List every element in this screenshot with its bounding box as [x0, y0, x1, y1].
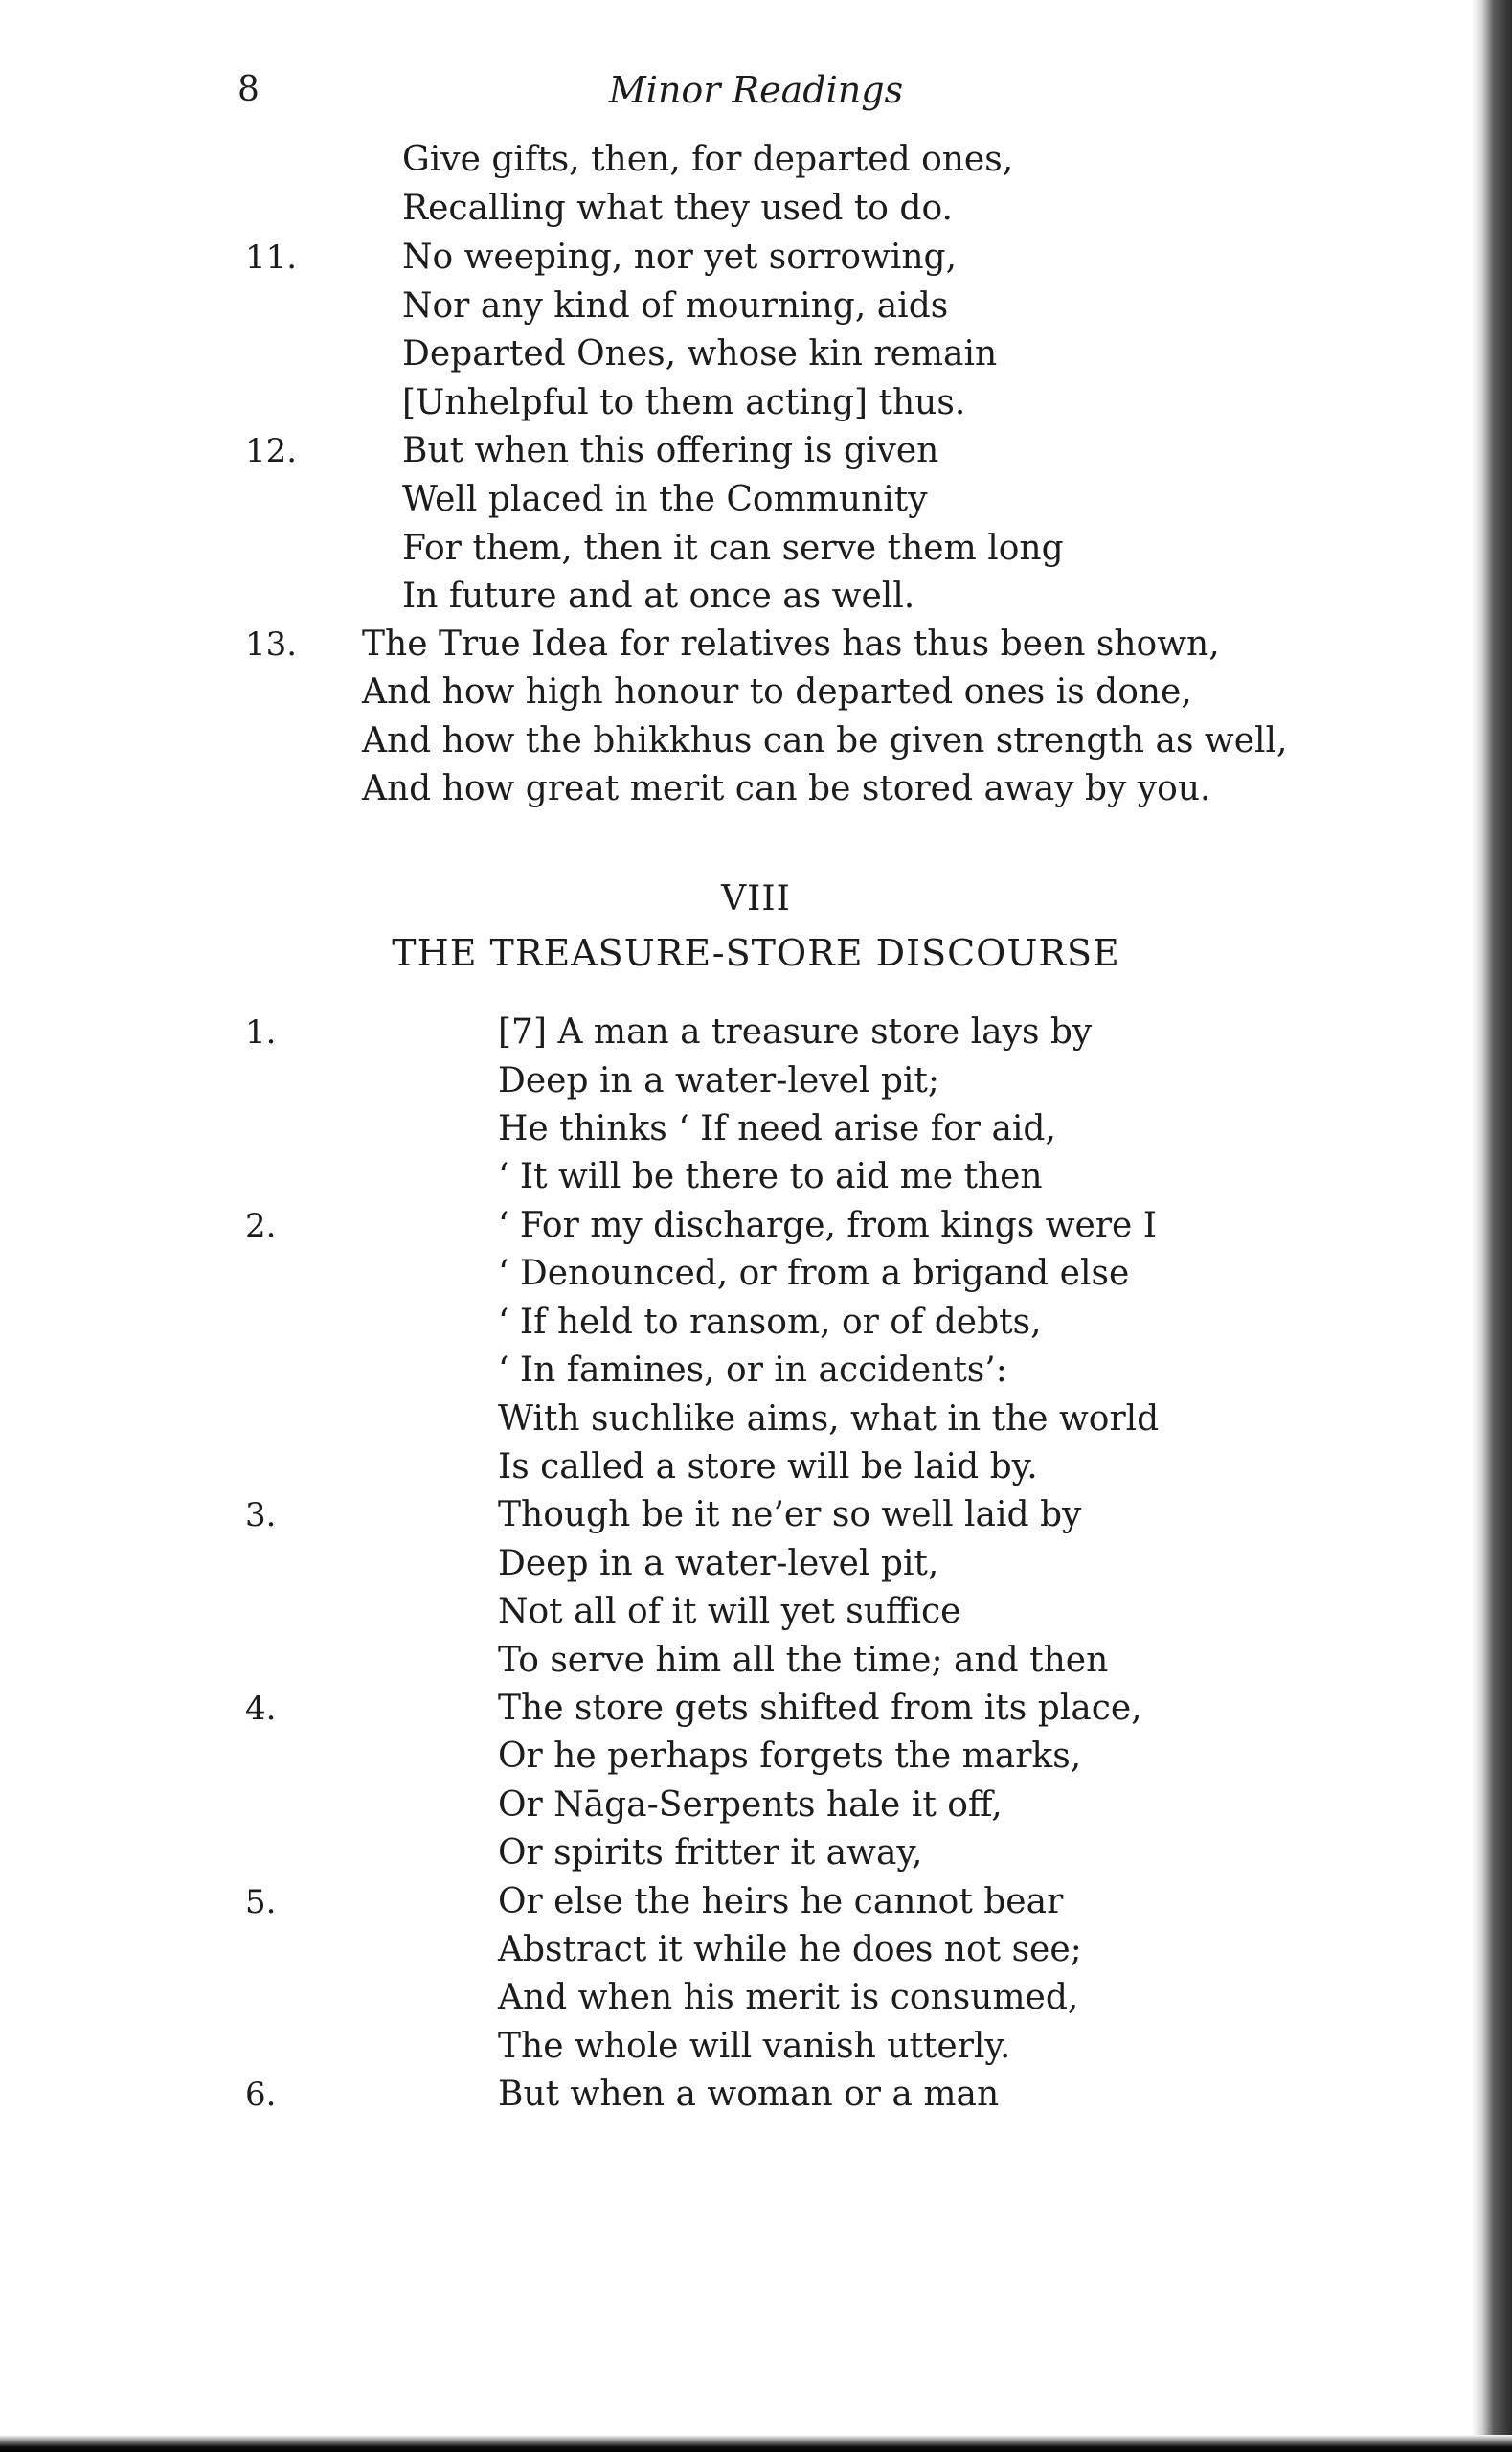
verse-line: ‘ Denounced, or from a brigand else: [498, 1254, 1130, 1293]
verse-line: ‘ For my discharge, from kings were I: [498, 1206, 1157, 1245]
verse-number: 4.: [245, 1690, 277, 1728]
verse-number: 3.: [245, 1496, 277, 1534]
chapter-numeral: VIII: [721, 879, 791, 919]
verse-number: 11.: [245, 238, 298, 277]
verse-line: Or else the heirs he cannot bear: [498, 1882, 1064, 1921]
running-title: Minor Readings: [608, 69, 904, 111]
verse-line: For them, then it can serve them long: [402, 529, 1064, 568]
verse-line: Is called a store will be laid by.: [498, 1447, 1038, 1487]
verse-line: [Unhelpful to them acting] thus.: [402, 383, 966, 422]
verse-number: 6.: [245, 2076, 277, 2114]
verse-line: Or spirits fritter it away,: [498, 1833, 923, 1873]
page-bottom-edge: [0, 2435, 1512, 2452]
verse-line: ‘ If held to ransom, or of debts,: [498, 1303, 1042, 1342]
verse-line: But when a woman or a man: [498, 2075, 1000, 2114]
verse-number: 2.: [245, 1207, 277, 1245]
verse-line: Nor any kind of mourning, aids: [402, 286, 949, 326]
page-edge-shadow: [1472, 0, 1512, 2452]
verse-line: Not all of it will yet suffice: [498, 1592, 961, 1631]
verse-line: Or he perhaps forgets the marks,: [498, 1737, 1082, 1776]
verse-line: In future and at once as well.: [402, 577, 915, 616]
verse-line: Recalling what they used to do.: [402, 189, 953, 228]
verse-line: With suchlike aims, what in the world: [498, 1399, 1160, 1439]
verse-line: And how great merit can be stored away by you.: [362, 769, 1211, 808]
verse-line: The True Idea for relatives has thus been shown,: [362, 624, 1220, 664]
verse-line: He thinks ‘ If need arise for aid,: [498, 1109, 1056, 1148]
verse-number: 5.: [245, 1883, 277, 1921]
verse-line: Departed Ones, whose kin remain: [402, 334, 998, 374]
verse-line: No weeping, nor yet sorrowing,: [402, 238, 958, 277]
verse-line: ‘ It will be there to aid me then: [498, 1157, 1043, 1196]
verse-line: And how high honour to departed ones is done,: [362, 672, 1192, 712]
verse-line: The whole will vanish utterly.: [498, 2027, 1011, 2066]
verse-line: Give gifts, then, for departed ones,: [402, 140, 1014, 179]
verse-line: Though be it ne’er so well laid by: [498, 1495, 1082, 1534]
chapter-title: THE TREASURE-STORE DISCOURSE: [392, 932, 1120, 974]
page-number: 8: [237, 70, 260, 109]
verse-line: [7] A man a treasure store lays by: [498, 1012, 1093, 1052]
verse-line: And how the bhikkhus can be given strength as well,: [362, 721, 1288, 761]
verse-line: Deep in a water-level pit,: [498, 1544, 939, 1583]
verse-line: Or Nāga-Serpents hale it off,: [498, 1785, 1003, 1825]
verse-line: Well placed in the Community: [402, 480, 928, 519]
verse-number: 1.: [245, 1013, 277, 1052]
verse-number: 12.: [245, 432, 298, 470]
verse-line: Deep in a water-level pit;: [498, 1061, 940, 1101]
verse-line: To serve him all the time; and then: [498, 1641, 1109, 1680]
verse-line: The store gets shifted from its place,: [498, 1689, 1142, 1728]
verse-line: Abstract it while he does not see;: [498, 1930, 1082, 1969]
verse-line: ‘ In famines, or in accidents’:: [498, 1351, 1007, 1390]
verse-number: 13.: [245, 625, 298, 664]
verse-line: And when his merit is consumed,: [498, 1978, 1079, 2017]
verse-line: But when this offering is given: [402, 431, 939, 470]
